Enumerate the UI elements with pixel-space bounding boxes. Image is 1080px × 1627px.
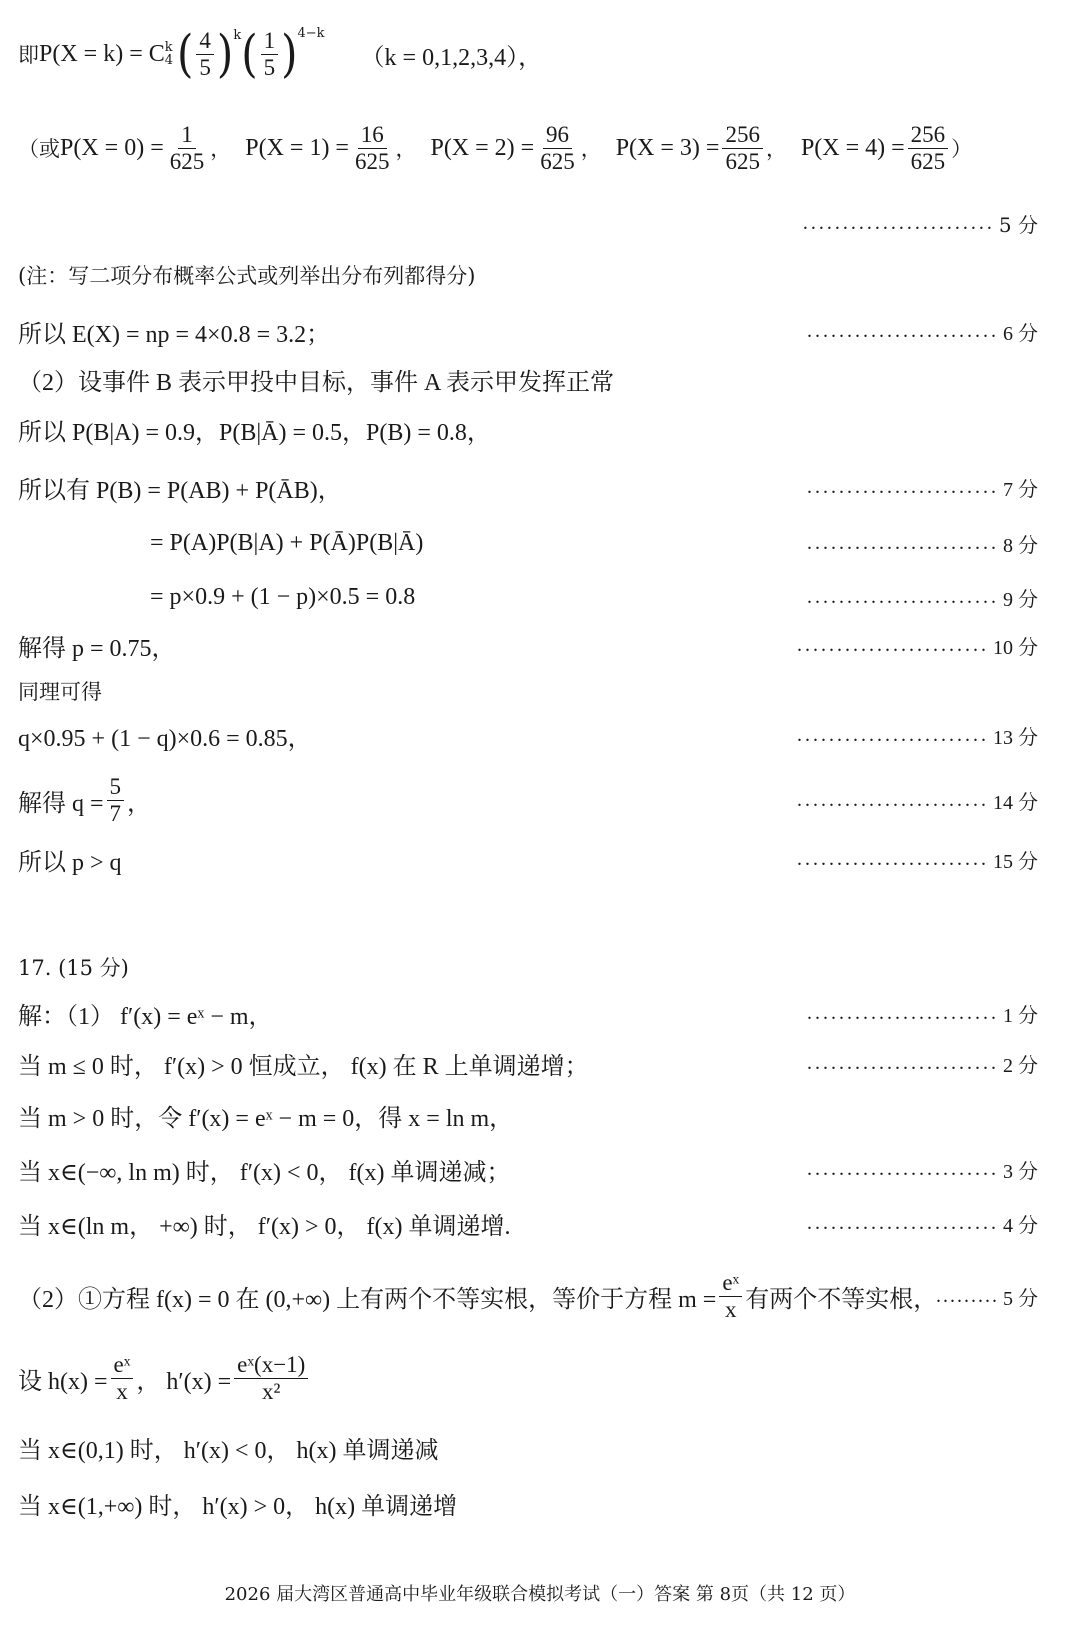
score-marker [807, 1155, 1038, 1184]
solution-line [18, 1092, 1062, 1138]
frac-num: eˣ [111, 1352, 134, 1378]
frac-den: 625 [354, 148, 390, 174]
line-text: （2）设事件 B 表示甲投中目标，事件 A 表示甲发挥正常 [18, 369, 615, 396]
text-suffix: 有两个不等实根， [745, 1286, 938, 1313]
frac-num: 256 [722, 122, 763, 148]
frac-num: 256 [908, 122, 949, 148]
page-footer: 2026 届大湾区普通高中毕业年级联合模拟考试（一）答案 第 8页（共 12 页） [224, 1584, 856, 1605]
score-marker [807, 583, 1038, 612]
solution-line [18, 1480, 1062, 1526]
frac-num: eˣ(x−1) [234, 1352, 308, 1378]
fraction-p4 [908, 122, 949, 174]
line-text: 所以 P(B|A) = 0.9，P(B|Ā) = 0.5，P(B) = 0.8， [18, 419, 491, 446]
solution-line [18, 668, 1062, 714]
line-text: 同理可得 [18, 680, 102, 704]
score-text: 8 分 [1003, 534, 1038, 557]
fraction-h [111, 1352, 134, 1404]
score-marker [807, 1049, 1038, 1078]
leader-dots: ........................ [807, 475, 999, 498]
frac-den: 5 [199, 54, 211, 80]
leader-dots: ........................ [807, 1157, 999, 1180]
line-text: = p×0.9 + (1 − p)×0.5 = 0.8 [150, 583, 416, 610]
score-text: 2 分 [1003, 1054, 1038, 1077]
solution-line [18, 990, 1062, 1036]
solution-line [150, 574, 1062, 620]
line-text: = P(A)P(B|A) + P(Ā)P(B|Ā) [150, 529, 424, 556]
exponent-k: k [233, 28, 242, 43]
prob-label-2: P(X = 2) = [430, 134, 535, 161]
score-text: 3 分 [1003, 1160, 1038, 1183]
frac-den: 625 [725, 148, 760, 174]
note-text: (注：写二项分布概率公式或列举出分布列都得分) [18, 264, 476, 288]
line-text: 所以有 P(B) = P(AB) + P(ĀB)， [18, 477, 342, 504]
leader-dots: ........................ [797, 788, 989, 811]
line-text: 解得 q = [18, 790, 104, 817]
frac-num: 16 [358, 122, 387, 148]
distribution-list-line: （或 P(X = 0) = $\frac{1}{625}$ ， P(X = 1) = $\frac{16}{625}$ ， P(X = 2) = $\frac{96}{625}$ ， P(X = 3) = $\frac{256}{625}$ ， P(X = 4) = $\frac{256}{625}$ ） [18, 122, 973, 174]
score-marker [797, 845, 1038, 874]
fraction-p2 [537, 122, 578, 174]
fraction-p0 [167, 122, 208, 174]
score-text: 6 分 [1003, 322, 1038, 345]
leader-dots: ......... [936, 1284, 999, 1307]
frac-den: 625 [169, 148, 205, 174]
solution-line [18, 1264, 1062, 1328]
fraction-p3 [722, 122, 763, 174]
paren-close: ) [216, 24, 234, 83]
combination-indices [165, 41, 173, 67]
score-line [18, 200, 1062, 246]
line-text: 设 h(x) = [18, 1368, 108, 1395]
score-marker [797, 721, 1038, 750]
text-suffix: ） [951, 137, 973, 161]
prob-label-4: P(X = 4) = [800, 134, 905, 161]
solution-line [150, 520, 1062, 566]
fraction-1-5 [261, 28, 279, 80]
binomial-formula: P(X = k) = C [39, 40, 165, 67]
score-text: 7 分 [1003, 478, 1038, 501]
solution-line [18, 622, 1062, 668]
fraction-p1 [352, 122, 393, 174]
solution-line [18, 464, 1062, 510]
frac-num: 5 [107, 774, 125, 800]
score-text: 5 分 [1003, 1287, 1038, 1310]
solution-line [18, 1346, 1062, 1410]
leader-dots: ........................ [797, 847, 989, 870]
solution-line [18, 1424, 1062, 1470]
frac-den: 625 [540, 148, 575, 174]
text-middle: ， h′(x) = [136, 1368, 232, 1395]
frac-num: eˣ [719, 1270, 742, 1296]
leader-dots: ........................ [802, 211, 995, 234]
solution-line [18, 836, 1062, 882]
leader-dots: ........................ [807, 585, 999, 608]
text-suffix: ， [127, 790, 152, 817]
score-marker [807, 529, 1038, 558]
leader-dots: ........................ [797, 633, 989, 656]
comb-sub: 4 [164, 53, 174, 68]
solution-line [18, 1040, 1062, 1086]
score-text: 4 分 [1003, 1214, 1038, 1237]
line-text: 当 m ≤ 0 时， f′(x) > 0 恒成立， f(x) 在 R 上单调递增； [18, 1053, 589, 1080]
leader-dots: ........................ [807, 1051, 999, 1074]
line-text: 当 x∈(−∞, ln m) 时， f′(x) < 0， f(x) 单调递减； [18, 1159, 511, 1186]
frac-num: 1 [178, 122, 196, 148]
heading-text: 17. (15 分) [18, 956, 129, 980]
score-text: 1 分 [1003, 1004, 1038, 1027]
score-marker [807, 1209, 1038, 1238]
solution-line [18, 356, 1062, 402]
fraction-5-7 [107, 774, 125, 826]
frac-den: x² [262, 1378, 281, 1404]
leader-dots: ........................ [807, 1211, 999, 1234]
score-text: 13 分 [993, 726, 1038, 749]
frac-num: 1 [261, 28, 279, 54]
solution-line [18, 712, 1062, 758]
prob-label-0: P(X = 0) = [60, 134, 164, 161]
prob-label-3: P(X = 3) = [615, 134, 720, 161]
line-text: 当 x∈(1,+∞) 时， h′(x) > 0， h(x) 单调递增 [18, 1493, 458, 1520]
leader-dots: ........................ [807, 531, 999, 554]
score-marker [807, 999, 1038, 1028]
paren-open: ( [241, 24, 258, 83]
score-text: 9 分 [1003, 588, 1038, 611]
score-marker [797, 631, 1038, 660]
line-text: 所以 p > q [18, 849, 122, 876]
score-text: 5 分 [998, 212, 1038, 237]
score-marker [797, 786, 1038, 815]
leader-dots: ........................ [807, 1001, 999, 1024]
score-text: 10 分 [993, 636, 1038, 659]
formula-line-binomial [18, 22, 1062, 86]
fraction-4-5 [196, 28, 214, 80]
line-text: 当 x∈(ln m， +∞) 时， f′(x) > 0， f(x) 单调递增. [18, 1213, 511, 1240]
frac-den: x [725, 1296, 737, 1322]
solution-line [18, 1146, 1062, 1192]
line-text: 解：（1） f′(x) = eˣ − m， [18, 1003, 273, 1030]
text-prefix: （或 [18, 137, 60, 161]
line-text: q×0.95 + (1 − q)×0.6 = 0.85， [18, 725, 312, 752]
paren-open: ( [177, 24, 194, 83]
score-marker [807, 317, 1038, 346]
comb-sup: k [164, 40, 173, 55]
k-range: （k = 0,1,2,3,4）， [360, 44, 543, 71]
line-text: 解得 p = 0.75， [18, 635, 176, 662]
score-text: 15 分 [993, 850, 1038, 873]
score-marker [807, 473, 1038, 502]
leader-dots: ........................ [807, 319, 999, 342]
frac-den: 5 [263, 54, 276, 80]
line-text: 当 m > 0 时，令 f′(x) = eˣ − m = 0，得 x = ln m， [18, 1105, 514, 1132]
exponent-4-k: 4−k [297, 26, 325, 41]
fraction-ex-x [719, 1270, 742, 1322]
solution-line [18, 406, 1062, 452]
leader-dots: ........................ [797, 723, 989, 746]
line-text: （2）①方程 f(x) = 0 在 (0,+∞) 上有两个不等实根，等价于方程 m = [18, 1286, 717, 1313]
score-marker [803, 209, 1038, 238]
score-marker [936, 1282, 1038, 1311]
text-prefix: 即 [18, 43, 39, 67]
paren-close: ) [281, 24, 298, 83]
line-text: 所以 E(X) = np = 4×0.8 = 3.2； [18, 321, 331, 348]
frac-den: 7 [109, 800, 122, 826]
solution-line [18, 1200, 1062, 1246]
note-line [18, 252, 1062, 298]
question-heading [18, 944, 1062, 990]
frac-num: 96 [543, 122, 572, 148]
fraction-h-prime [234, 1352, 308, 1404]
prob-label-1: P(X = 1) = [245, 134, 349, 161]
solution-line [18, 308, 1062, 354]
frac-den: x [116, 1378, 128, 1404]
line-text: 当 x∈(0,1) 时， h′(x) < 0， h(x) 单调递减 [18, 1437, 439, 1464]
solution-line [18, 768, 1062, 832]
score-text: 14 分 [993, 791, 1038, 814]
frac-den: 625 [910, 148, 946, 174]
frac-num: 4 [196, 28, 214, 54]
